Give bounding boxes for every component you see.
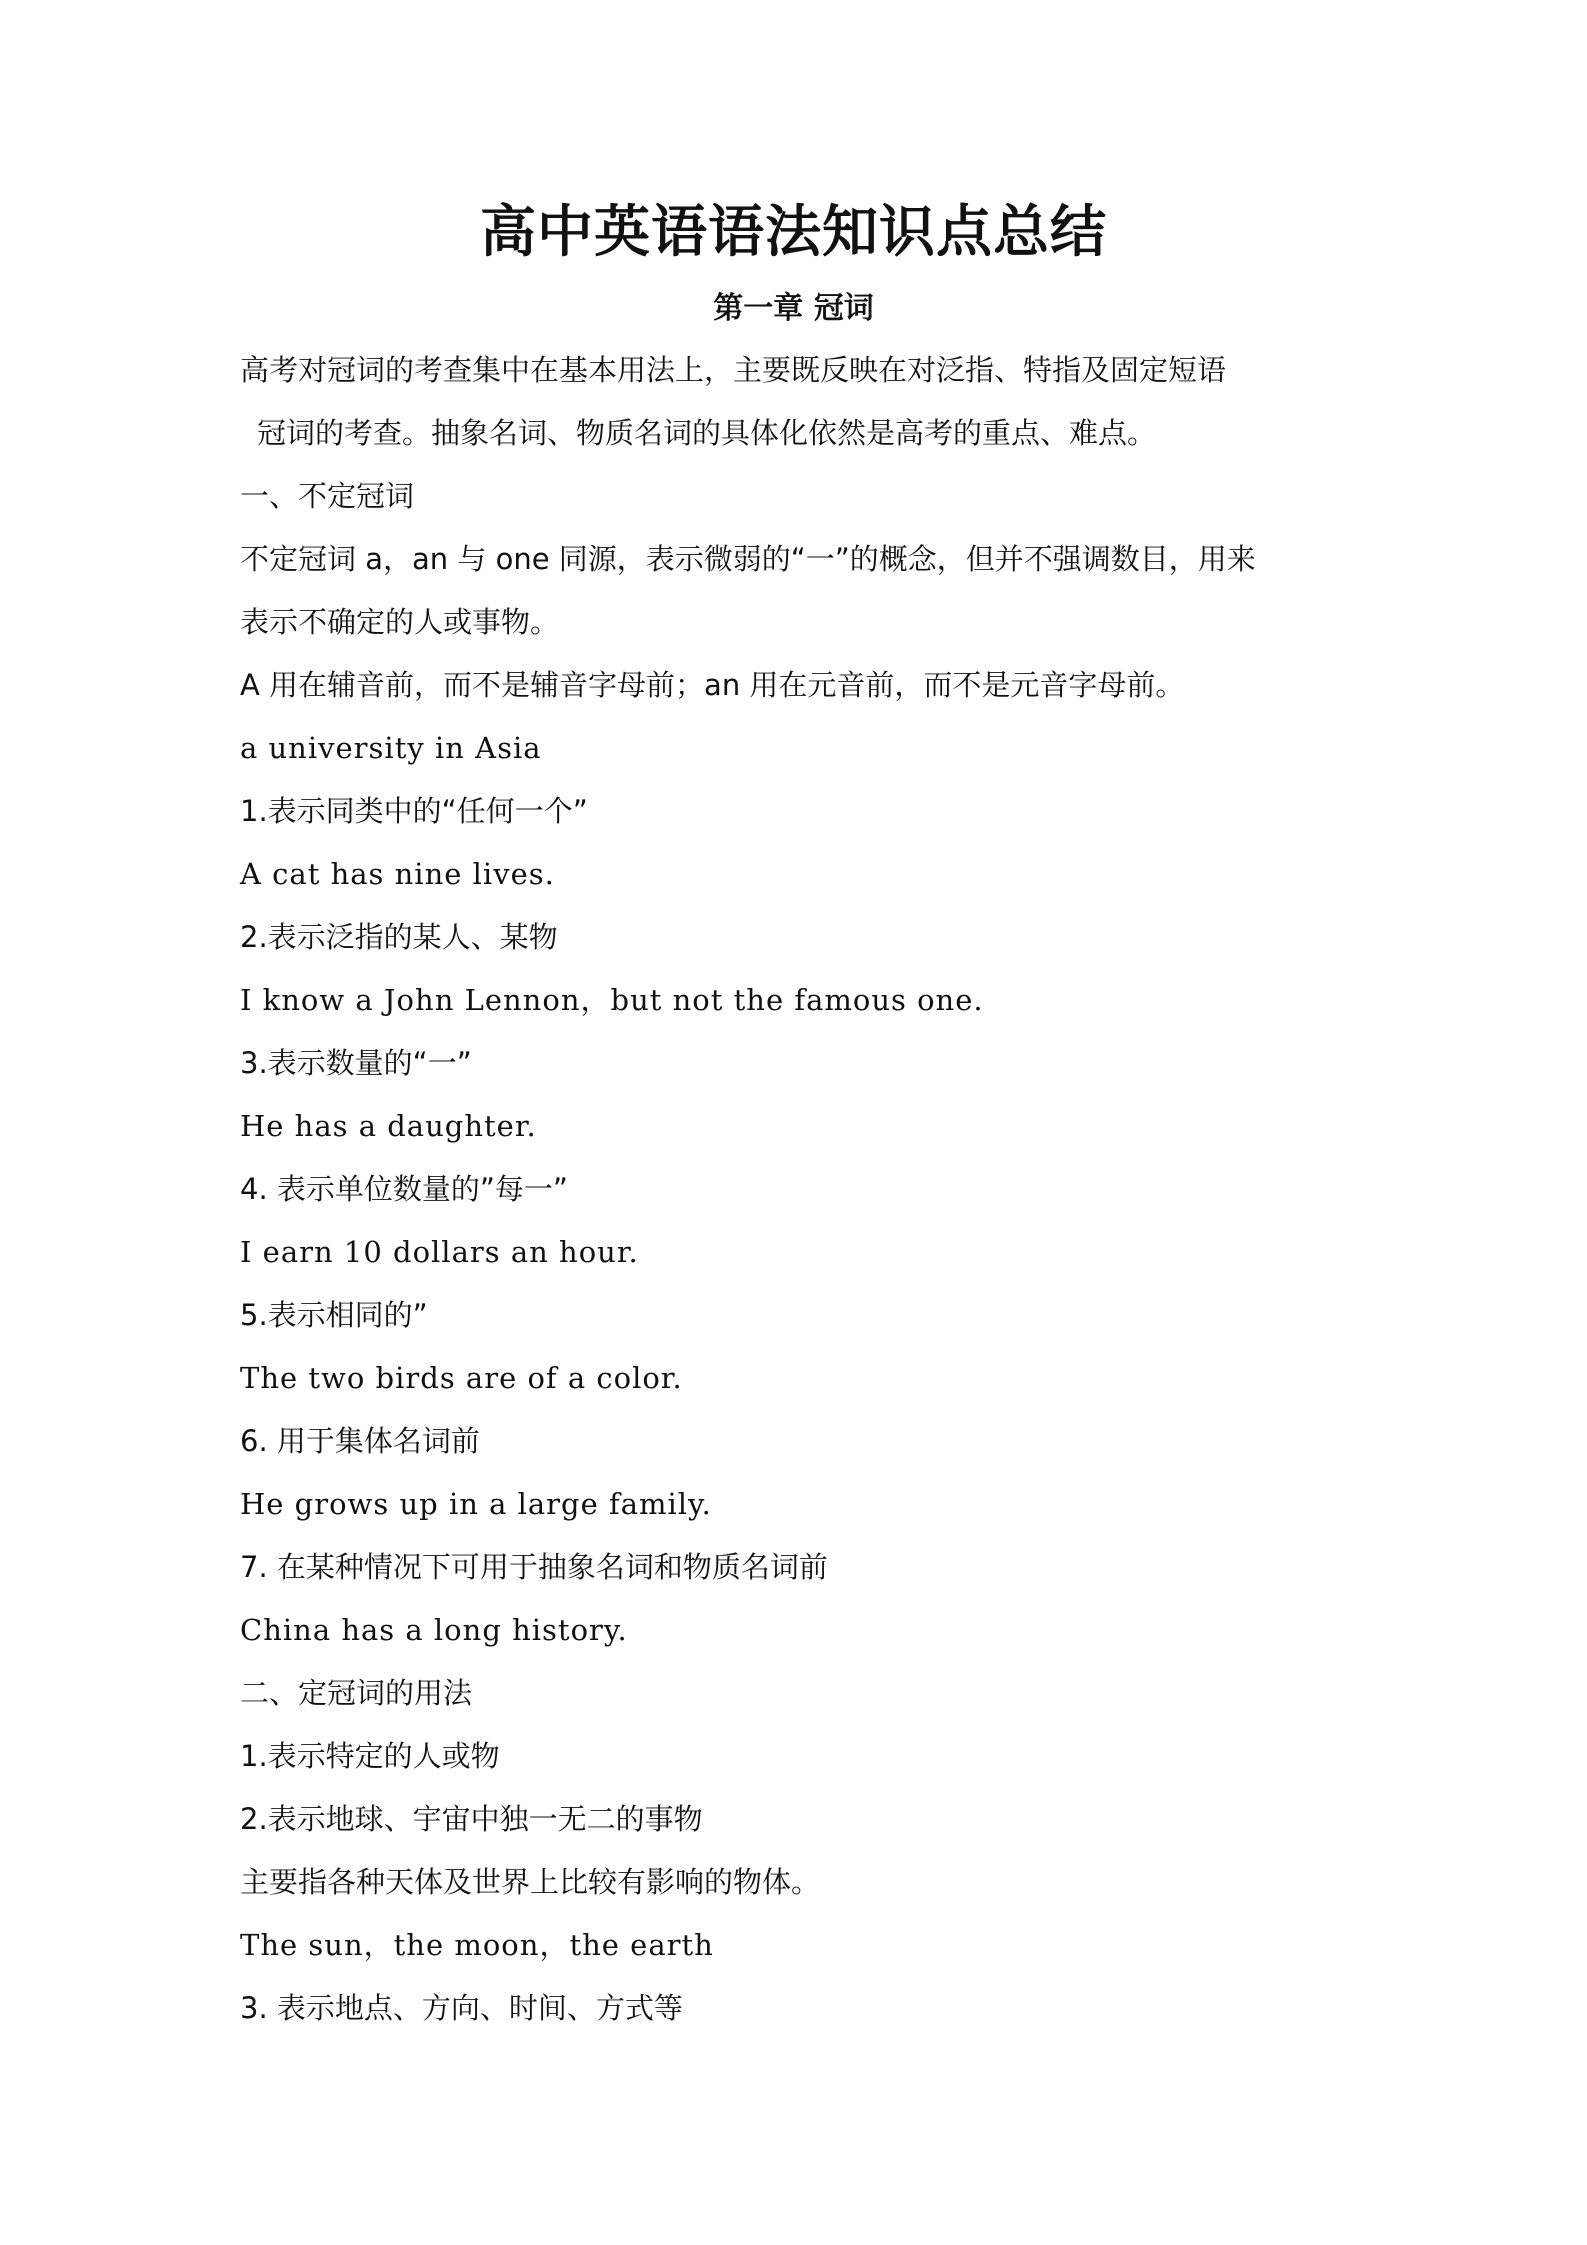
usage-point: 6. 用于集体名词前 xyxy=(240,1424,480,1458)
document-body xyxy=(240,348,1380,2049)
usage-point: 3.表示数量的“一” xyxy=(240,1046,472,1080)
usage-point: 4. 表示单位数量的”每一” xyxy=(240,1172,568,1206)
section-heading-indefinite-article: 一、不定冠词 xyxy=(240,479,415,513)
body-paragraph: 高考对冠词的考查集中在基本用法上，主要既反映在对泛指、特指及固定短语 xyxy=(240,353,1227,387)
chapter-heading: 第一章 冠词 xyxy=(713,291,874,326)
body-paragraph: 冠词的考查。抽象名词、物质名词的具体化依然是高考的重点、难点。 xyxy=(257,416,1157,450)
section-heading-definite-article: 二、定冠词的用法 xyxy=(240,1676,473,1710)
example-sentence: He has a daughter. xyxy=(240,1109,537,1143)
body-paragraph: A 用在辅音前，而不是辅音字母前；an 用在元音前，而不是元音字母前。 xyxy=(240,668,1185,702)
body-paragraph: 主要指各种天体及世界上比较有影响的物体。 xyxy=(240,1865,821,1899)
usage-point: 2.表示地球、宇宙中独一无二的事物 xyxy=(240,1802,703,1836)
example-sentence: A cat has nine lives. xyxy=(240,857,555,891)
usage-point: 7. 在某种情况下可用于抽象名词和物质名词前 xyxy=(240,1550,828,1584)
example-sentence: The two birds are of a color. xyxy=(240,1361,683,1395)
example-sentence: China has a long history. xyxy=(240,1613,628,1647)
body-paragraph: 表示不确定的人或事物。 xyxy=(240,605,560,639)
example-sentence: a university in Asia xyxy=(240,731,542,765)
usage-point: 5.表示相同的” xyxy=(240,1298,428,1332)
usage-point: 2.表示泛指的某人、某物 xyxy=(240,920,558,954)
usage-point: 3. 表示地点、方向、时间、方式等 xyxy=(240,1991,683,2025)
body-paragraph: 不定冠词 a，an 与 one 同源，表示微弱的“一”的概念，但并不强调数目，用来 xyxy=(240,542,1256,576)
document-title: 高中英语语法知识点总结 xyxy=(480,199,1107,265)
usage-point: 1.表示同类中的“任何一个” xyxy=(240,794,588,828)
example-sentence: I earn 10 dollars an hour. xyxy=(240,1235,639,1269)
usage-point: 1.表示特定的人或物 xyxy=(240,1739,500,1773)
example-sentence: He grows up in a large family. xyxy=(240,1487,712,1521)
example-sentence: The sun，the moon，the earth xyxy=(240,1928,714,1962)
example-sentence: I know a John Lennon，but not the famous one. xyxy=(240,983,984,1017)
